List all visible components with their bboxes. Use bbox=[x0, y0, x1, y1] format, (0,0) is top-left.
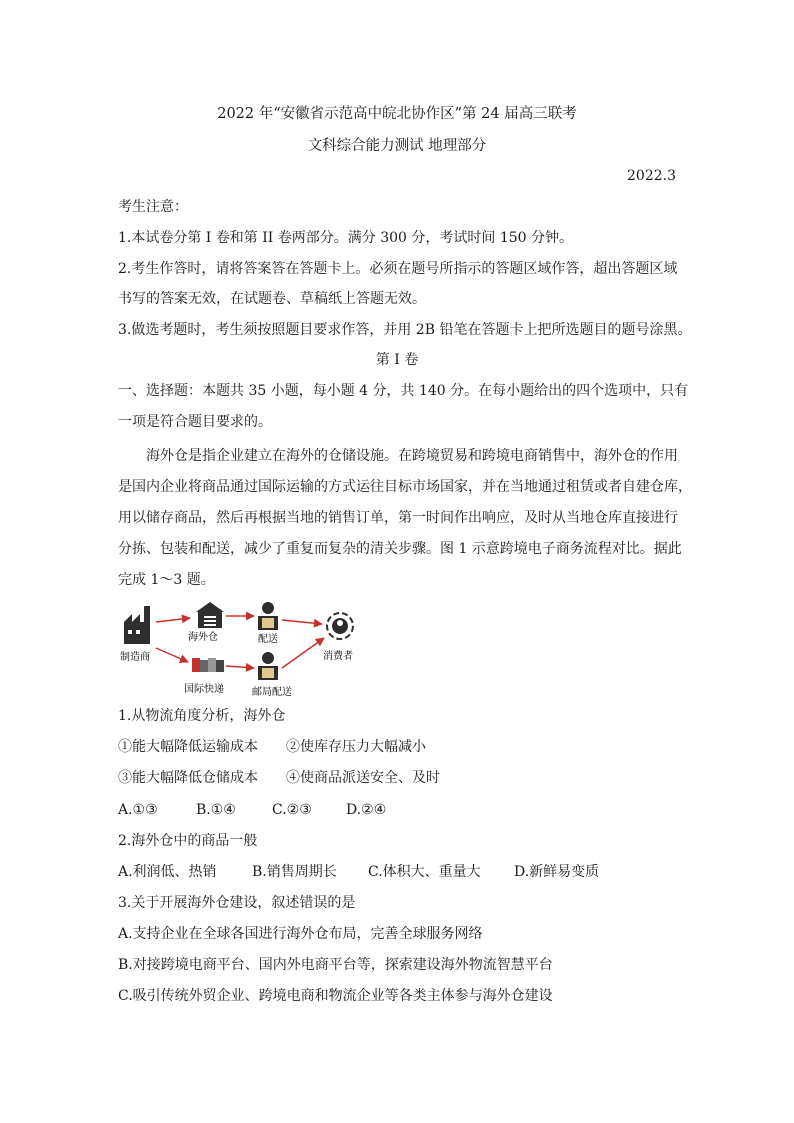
answer-choice[interactable]: B.①④ bbox=[196, 802, 236, 818]
answer-choice[interactable]: D.②④ bbox=[346, 802, 387, 818]
label-manufacturer: 制造商 bbox=[120, 652, 150, 663]
delivery-person-icon bbox=[258, 602, 278, 630]
exam-subtitle: 文科综合能力测试 地理部分 bbox=[307, 138, 487, 154]
label-delivery: 配送 bbox=[258, 634, 278, 645]
label-intl-express: 国际快递 bbox=[184, 684, 224, 695]
answer-choice[interactable]: C.②③ bbox=[272, 802, 312, 818]
label-consumer: 消费者 bbox=[323, 651, 353, 662]
answer-choice[interactable]: D.新鲜易变质 bbox=[514, 864, 600, 880]
section-instructions: 一、选择题：本题共 35 小题，每小题 4 分，共 140 分。在每小题给出的四个选项中，只有 bbox=[118, 383, 689, 399]
answer-choice[interactable]: B.对接跨境电商平台、国内外电商平台等，探索建设海外物流智慧平台 bbox=[118, 957, 553, 973]
answer-choice[interactable]: C.吸引传统外贸企业、跨境电商和物流企业等各类主体参与海外仓建设 bbox=[118, 988, 553, 1004]
label-overseas-warehouse: 海外仓 bbox=[188, 632, 218, 643]
passage-line: 分拣、包装和配送，减少了重复而复杂的清关步骤。图 1 示意跨境电子商务流程对比。据此 bbox=[118, 541, 682, 557]
passage-line: 海外仓是指企业建立在海外的仓储设施。在跨境贸易和跨境电商销售中，海外仓的作用 bbox=[146, 448, 678, 464]
notice-item: 书写的答案无效，在试题卷、草稿纸上答题无效。 bbox=[118, 291, 426, 307]
passage-line: 是国内企业将商品通过国际运输的方式运往目标市场国家，并在当地通过租赁或者自建仓库， bbox=[118, 479, 692, 495]
factory-icon bbox=[124, 606, 150, 644]
section-title: 第 I 卷 bbox=[375, 352, 419, 368]
answer-choice[interactable]: B.销售周期长 bbox=[252, 864, 337, 880]
flow-arrow bbox=[282, 638, 324, 668]
exam-date: 2022.3 bbox=[627, 168, 676, 184]
passage-line: 完成 1～3 题。 bbox=[118, 572, 215, 588]
label-postal-delivery: 邮局配送 bbox=[252, 687, 292, 698]
question-statements: ③能大幅降低仓储成本 ④使商品派送安全、及时 bbox=[118, 770, 440, 786]
answer-choice[interactable]: C.体积大、重量大 bbox=[368, 864, 481, 880]
question-stem: 2.海外仓中的商品一般 bbox=[118, 833, 258, 849]
answer-choice[interactable]: A.①③ bbox=[118, 802, 158, 818]
flow-arrow bbox=[226, 666, 254, 668]
question-stem: 1.从物流角度分析，海外仓 bbox=[118, 708, 286, 724]
exam-title: 2022 年“安徽省示范高中皖北协作区”第 24 届高三联考 bbox=[217, 106, 577, 122]
express-package-icon bbox=[192, 658, 224, 672]
question-statements: ①能大幅降低运输成本 ②使库存压力大幅减小 bbox=[118, 739, 426, 755]
postal-delivery-icon bbox=[258, 652, 278, 680]
ecommerce-flow-diagram bbox=[118, 596, 378, 700]
warehouse-icon bbox=[196, 602, 224, 628]
consumer-icon bbox=[327, 613, 353, 639]
notice-item: 3.做选考题时，考生须按照题目要求作答，并用 2B 铅笔在答题卡上把所选题目的题号涂黑。 bbox=[118, 322, 692, 338]
notice-heading: 考生注意： bbox=[118, 199, 188, 215]
notice-item: 2.考生作答时，请将答案答在答题卡上。必须在题号所指示的答题区域作答，超出答题区域 bbox=[118, 261, 678, 277]
answer-choice[interactable]: A.支持企业在全球各国进行海外仓布局，完善全球服务网络 bbox=[118, 926, 483, 942]
question-stem: 3.关于开展海外仓建设，叙述错误的是 bbox=[118, 895, 356, 911]
section-instructions: 一项是符合题目要求的。 bbox=[118, 414, 272, 430]
flow-arrow bbox=[282, 620, 322, 624]
notice-item: 1.本试卷分第 I 卷和第 II 卷两部分。满分 300 分，考试时间 150 分钟。 bbox=[118, 230, 573, 246]
flow-arrow bbox=[156, 618, 190, 622]
passage-line: 用以储存商品，然后再根据当地的销售订单，第一时间作出响应，及时从当地仓库直接进行 bbox=[118, 510, 678, 526]
flow-arrow bbox=[156, 648, 188, 662]
answer-choice[interactable]: A.利润低、热销 bbox=[118, 864, 217, 880]
